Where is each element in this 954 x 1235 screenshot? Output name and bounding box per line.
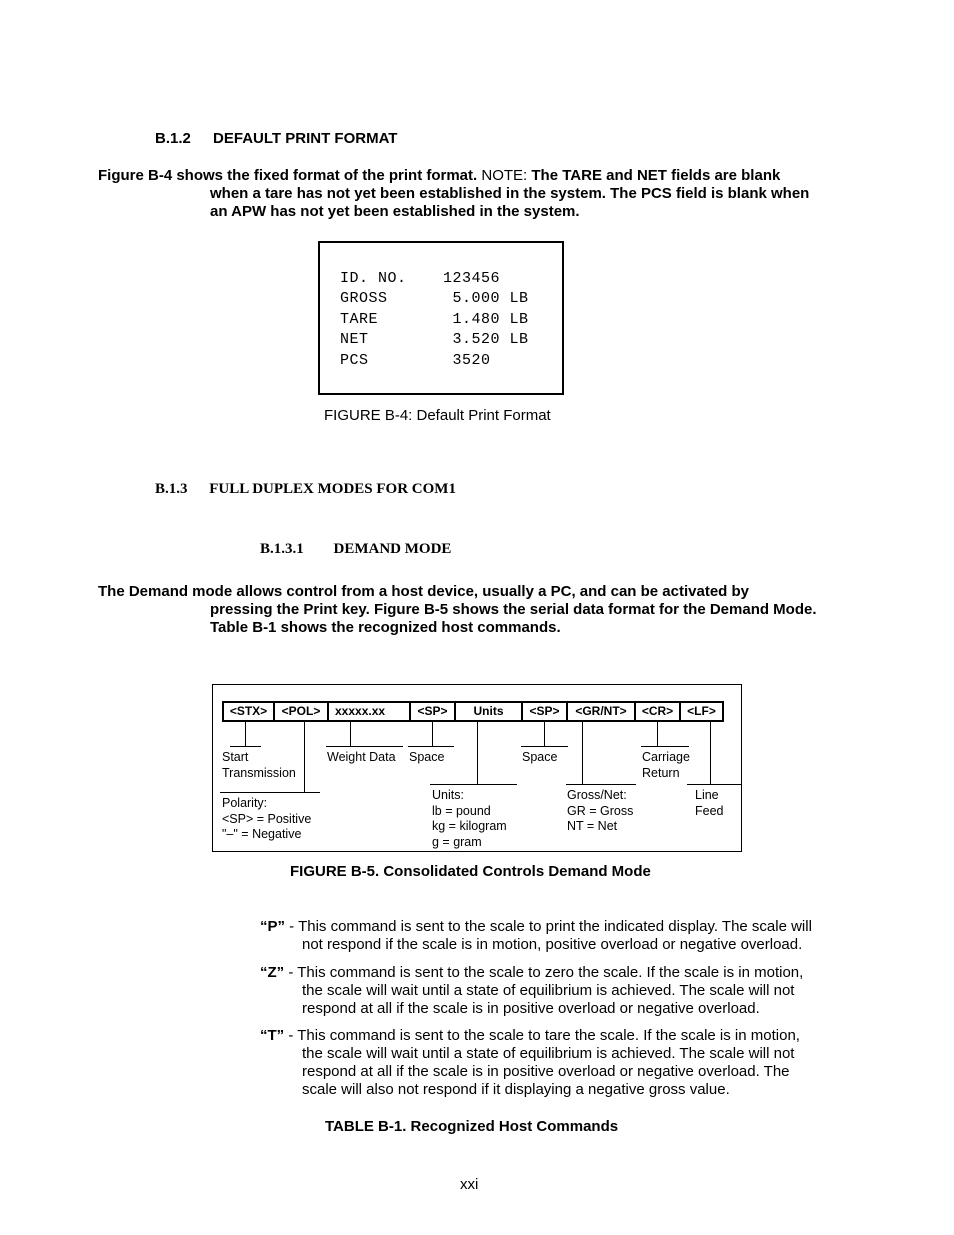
connector-line: [220, 792, 320, 793]
label-gross-net: Gross/Net: GR = Gross NT = Net: [567, 788, 634, 833]
connector-line: [408, 746, 454, 747]
section-title: DEFAULT PRINT FORMAT: [213, 130, 398, 147]
field-sp1: <SP>: [409, 701, 456, 722]
section-title: FULL DUPLEX MODES FOR COM1: [209, 481, 456, 497]
label-start-transmission: Start Transmission: [222, 750, 296, 780]
intro-text: an APW has not yet been established in the system.: [210, 203, 580, 220]
print-value: 5.000 LB: [443, 290, 529, 307]
connector-line: [710, 722, 711, 784]
command-text: scale will also not respond if it displaying a negative gross value.: [302, 1081, 730, 1098]
table-b1-caption: TABLE B-1. Recognized Host Commands: [325, 1118, 619, 1135]
connector-line: [687, 784, 742, 785]
demand-text: Table B-1 shows the recognized host commands.: [210, 619, 561, 636]
connector-line: [326, 746, 403, 747]
print-label: TARE: [340, 311, 379, 328]
command-p: [260, 918, 860, 954]
command-text: - This command is sent to the scale to zero the scale. If the scale is in motion,: [284, 964, 804, 981]
label-weight-data: Weight Data: [327, 750, 396, 764]
connector-line: [544, 722, 545, 746]
connector-line: [432, 722, 433, 746]
connector-line: [245, 722, 246, 746]
connector-line: [230, 746, 261, 747]
connector-line: [521, 746, 568, 747]
command-key: “Z”: [260, 964, 285, 981]
demand-text: pressing the Print key. Figure B-5 shows the serial data format for the Demand Mode.: [210, 601, 817, 618]
connector-line: [566, 784, 636, 785]
section-number: B.1.2: [155, 130, 191, 147]
command-text: - This command is sent to the scale to tare the scale. If the scale is in motion,: [284, 1027, 800, 1044]
command-text: the scale will wait until a state of equilibrium is achieved. The scale will not: [302, 1045, 795, 1062]
field-weight: xxxxx.xx: [327, 701, 411, 722]
intro-paragraph: [98, 167, 858, 221]
connector-line: [304, 722, 305, 792]
label-polarity: Polarity: <SP> = Positive "–" = Negative: [222, 796, 312, 841]
print-value: 123456: [443, 270, 501, 287]
note-label: NOTE:: [481, 167, 528, 184]
print-value: 3.520 LB: [443, 331, 529, 348]
figure-b5-caption: FIGURE B-5. Consolidated Controls Demand Mode: [290, 863, 651, 880]
command-key: “T”: [260, 1027, 285, 1044]
command-text: not respond if the scale is in motion, positive overload or negative overload.: [302, 936, 803, 953]
command-text: respond at all if the scale is in positive overload or negative overload.: [302, 1000, 760, 1017]
demand-text: The Demand mode allows control from a host device, usually a PC, and can be activated by: [98, 583, 750, 600]
demand-paragraph: [98, 583, 858, 637]
intro-text: when a tare has not yet been established in the system. The PCS field is blank when: [210, 185, 810, 202]
label-units: Units: lb = pound kg = kilogram g = gram: [432, 788, 507, 849]
serial-format-diagram: [212, 684, 742, 852]
command-text: the scale will wait until a state of equilibrium is achieved. The scale will not: [302, 982, 795, 999]
print-format-box: [318, 241, 564, 395]
field-lf: <LF>: [679, 701, 724, 722]
print-label: PCS: [340, 352, 369, 369]
section-title: DEMAND MODE: [333, 541, 452, 557]
field-sp2: <SP>: [521, 701, 568, 722]
intro-text: Figure B-4 shows the fixed format of the print format.: [98, 167, 478, 184]
field-pol: <POL>: [273, 701, 329, 722]
print-label: ID. NO.: [340, 270, 407, 287]
section-number: B.1.3: [155, 481, 188, 497]
label-line-feed: Line Feed: [695, 788, 724, 818]
connector-line: [657, 722, 658, 746]
connector-line: [641, 746, 689, 747]
print-label: NET: [340, 331, 369, 348]
print-value: 3520: [443, 352, 491, 369]
field-stx: <STX>: [222, 701, 275, 722]
command-text: respond at all if the scale is in positive overload or negative overload. The: [302, 1063, 790, 1080]
connector-line: [477, 722, 478, 784]
command-text: - This command is sent to the scale to print the indicated display. The scale will: [285, 918, 812, 935]
connector-line: [582, 722, 583, 784]
command-key: “P”: [260, 918, 286, 935]
field-cr: <CR>: [634, 701, 681, 722]
command-t: [260, 1027, 860, 1099]
section-heading-b12: [155, 130, 397, 147]
print-label: GROSS: [340, 290, 388, 307]
field-units: Units: [454, 701, 523, 722]
command-z: [260, 964, 860, 1018]
print-value: 1.480 LB: [443, 311, 529, 328]
page-number: xxi: [460, 1176, 479, 1193]
label-space-1: Space: [409, 750, 445, 764]
section-heading-b13: [155, 481, 456, 498]
connector-line: [430, 784, 517, 785]
section-number: B.1.3.1: [260, 541, 304, 557]
figure-b4-caption: FIGURE B-4: Default Print Format: [324, 407, 551, 424]
label-space-2: Space: [522, 750, 558, 764]
connector-line: [350, 722, 351, 746]
label-carriage-return: Carriage Return: [642, 750, 690, 780]
intro-text: The TARE and NET fields are blank: [531, 167, 781, 184]
section-heading-b131: [260, 541, 451, 558]
field-grnt: <GR/NT>: [566, 701, 636, 722]
